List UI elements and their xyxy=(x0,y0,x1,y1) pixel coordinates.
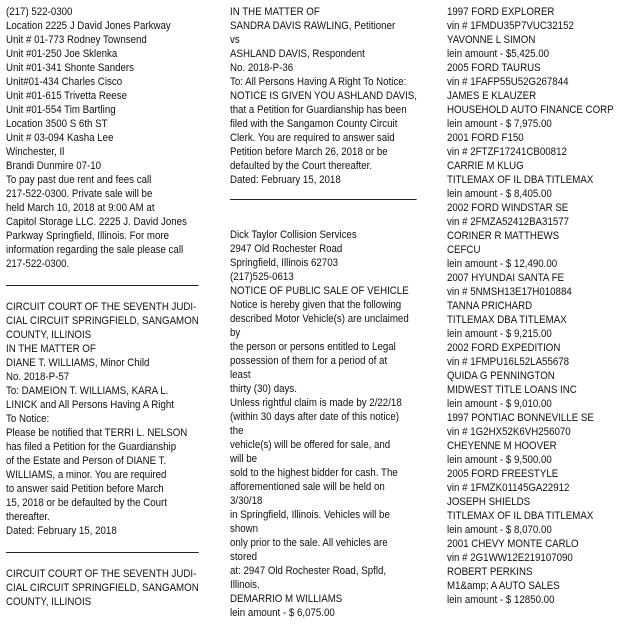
text-line: No. 2018-P-57 xyxy=(6,371,70,383)
text-line: 2947 Old Rochester Road xyxy=(230,243,343,255)
text-line: CIRCUIT COURT OF THE SEVENTH JUDI- xyxy=(6,568,197,580)
text-line: DEMARRIO M WILLIAMS xyxy=(230,593,343,605)
column-3 xyxy=(447,0,615,635)
guardianship-notice-davis xyxy=(230,5,417,187)
text-line: Springfield, Illinois 62703 xyxy=(230,257,339,269)
text-line: sold to the highest bidder for cash. The xyxy=(230,467,398,479)
text-line: LINICK and All Persons Having A Right xyxy=(6,399,174,411)
text-line: possession of them for a period of at xyxy=(230,355,388,367)
text-line: CORINER R MATTHEWS xyxy=(447,230,560,242)
text-line: Clerk. You are required to answer said xyxy=(230,132,395,144)
text-line: To: All Persons Having A Right To Notice: xyxy=(230,76,407,88)
text-line: afforementioned sale will be held on xyxy=(230,481,385,493)
text-line: vin # 1G2HX52K6VH256070 xyxy=(447,426,572,438)
text-line: HOUSEHOLD AUTO FINANCE CORP xyxy=(447,104,615,116)
text-line: No. 2018-P-36 xyxy=(230,62,294,74)
text-line: IN THE MATTER OF xyxy=(230,6,320,18)
text-line: DIANE T. WILLIAMS, Minor Child xyxy=(6,357,150,369)
text-line: 2002 FORD WINDSTAR SE xyxy=(447,202,569,214)
text-line: NOTICE OF PUBLIC SALE OF VEHICLE xyxy=(230,285,409,297)
text-line: vin # 2FMZA52412BA31577 xyxy=(447,216,570,228)
text-line: in Springfield, Illinois. Vehicles will be xyxy=(230,509,390,521)
text-line: Location 2225 J David Jones Parkway xyxy=(6,20,171,32)
text-line: YAVONNE L SIMON xyxy=(447,34,536,46)
text-line: WILLIAMS, a minor. You are required xyxy=(6,469,167,481)
text-line: 2001 FORD F150 xyxy=(447,132,525,144)
text-line: vehicle(s) will be offered for sale, and xyxy=(230,439,391,451)
text-line: Capitol Storage LLC. 2225 J. David Jones xyxy=(6,216,187,228)
text-line: QUIDA G PENNINGTON xyxy=(447,370,556,382)
text-line: TANNA PRICHARD xyxy=(447,300,533,312)
text-line: TITLEMAX DBA TITLEMAX xyxy=(447,314,568,326)
text-line: vin # 2G1WW12E219107090 xyxy=(447,552,574,564)
text-line: vin # 5NMSH13E17H010884 xyxy=(447,286,573,298)
text-line: CIAL CIRCUIT SPRINGFIELD, SANGAMON xyxy=(6,315,199,327)
text-line: shown xyxy=(230,523,259,535)
text-line: has filed a Petition for the Guardianship xyxy=(6,441,177,453)
text-line: that a Petition for Guardianship has been xyxy=(230,104,407,116)
text-line: (217) 522-0300 xyxy=(6,6,73,18)
text-line: lein amount - $ 12850.00 xyxy=(447,594,555,606)
text-line: CHEYENNE M HOOVER xyxy=(447,440,558,452)
text-line: CARRIE M KLUG xyxy=(447,160,525,172)
circuit-court-notice-header xyxy=(6,567,199,609)
text-line: JOSEPH SHIELDS xyxy=(447,496,531,508)
text-line: 1997 PONTIAC BONNEVILLE SE xyxy=(447,412,595,424)
text-line: only prior to the sale. All vehicles are xyxy=(230,537,388,549)
text-line: Unit # 03-094 Kasha Lee xyxy=(6,132,114,144)
text-line: lein amount - $ 9,010.00 xyxy=(447,398,553,410)
text-line: Unit #01-554 Tim Bartling xyxy=(6,104,116,116)
text-line: lein amount - $ 8,070.00 xyxy=(447,524,553,536)
text-line: 217-522-0300. Private sale will be xyxy=(6,188,153,200)
text-line: stored xyxy=(230,551,258,563)
text-line: 2005 FORD TAURUS xyxy=(447,62,542,74)
text-line: the xyxy=(230,425,244,437)
vehicle-sale-notice xyxy=(230,228,417,620)
text-line: 217-522-0300. xyxy=(6,258,70,270)
text-line: lein amount - $ 8,405.00 xyxy=(447,188,553,200)
text-line: thirty (30) days. xyxy=(230,383,297,395)
text-line: IN THE MATTER OF xyxy=(6,343,96,355)
text-line: TITLEMAX OF IL DBA TITLEMAX xyxy=(447,174,594,186)
text-line: Illinois. xyxy=(230,579,260,591)
text-line: Dated: February 15, 2018 xyxy=(6,525,117,537)
text-line: lein amount - $ 9,500.00 xyxy=(447,454,553,466)
text-line: to answer said Petition before March xyxy=(6,483,164,495)
text-line: JAMES E KLAUZER xyxy=(447,90,537,102)
text-line: lein amount - $ 9,215.00 xyxy=(447,328,553,340)
text-line: lein amount - $ 6,075.00 xyxy=(230,607,335,619)
text-line: (217)525-0613 xyxy=(230,271,294,283)
text-line: the person or persons entitled to Legal xyxy=(230,341,396,353)
text-line: 1997 FORD EXPLORER xyxy=(447,6,555,18)
text-line: Petition before March 26, 2018 or be xyxy=(230,146,388,158)
column-1 xyxy=(6,0,199,635)
text-line: To pay past due rent and fees call xyxy=(6,174,152,186)
text-line: To Notice: xyxy=(6,413,50,425)
text-line: least xyxy=(230,369,251,381)
text-line: Location 3500 S 6th ST xyxy=(6,118,108,130)
text-line: Brandi Dunmire 07-10 xyxy=(6,160,102,172)
text-line: lein amount - $ 7,975.00 xyxy=(447,118,553,130)
text-line: 2007 HYUNDAI SANTA FE xyxy=(447,272,565,284)
text-line: M1&amp; A AUTO SALES xyxy=(447,580,561,592)
text-line: NOTICE IS GIVEN YOU ASHLAND DAVIS, xyxy=(230,90,417,102)
text-line: Unless rightful claim is made by 2/22/18 xyxy=(230,397,402,409)
vehicle-lien-list xyxy=(447,5,615,607)
text-line: lein amount - $5,425.00 xyxy=(447,48,550,60)
text-line: CIRCUIT COURT OF THE SEVENTH JUDI- xyxy=(6,301,197,313)
text-line: vin # 2FTZF17241CB00812 xyxy=(447,146,568,158)
text-line: TITLEMAX OF IL DBA TITLEMAX xyxy=(447,510,594,522)
text-line: by xyxy=(230,327,241,339)
text-line: described Motor Vehicle(s) are unclaimed xyxy=(230,313,409,325)
text-line: at: 2947 Old Rochester Road, Spfld, xyxy=(230,565,387,577)
text-line: Winchester, Il xyxy=(6,146,65,158)
text-line: Unit # 01-773 Rodney Townsend xyxy=(6,34,147,46)
text-line: Unit #01-250 Joe Sklenka xyxy=(6,48,118,60)
text-line: SANDRA DAVIS RAWLING, Petitioner xyxy=(230,20,396,32)
text-line: (within 30 days after date of this notice) xyxy=(230,411,400,423)
text-line: 3/30/18 xyxy=(230,495,263,507)
text-line: Unit #01-341 Shonte Sanders xyxy=(6,62,135,74)
text-line: Notice is hereby given that the following xyxy=(230,299,402,311)
storage-sale-notice xyxy=(6,5,199,271)
text-line: 2002 FORD EXPEDITION xyxy=(447,342,561,354)
text-line: ROBERT PERKINS xyxy=(447,566,533,578)
text-line: 2001 CHEVY MONTE CARLO xyxy=(447,538,579,550)
text-line: ASHLAND DAVIS, Respondent xyxy=(230,48,365,60)
text-line: 2005 FORD FREESTYLE xyxy=(447,468,559,480)
text-line: thereafter. xyxy=(6,511,50,523)
text-line: Dated: February 15, 2018 xyxy=(230,174,341,186)
text-line: will be xyxy=(230,453,258,465)
text-line: vin # 1FMZK01145GA22912 xyxy=(447,482,570,494)
guardianship-notice-williams xyxy=(6,300,199,538)
text-line: filed with the Sangamon County Circuit xyxy=(230,118,398,130)
text-line: information regarding the sale please call xyxy=(6,244,184,256)
text-line: CEFCU xyxy=(447,244,481,256)
text-line: CIAL CIRCUIT SPRINGFIELD, SANGAMON xyxy=(6,582,199,594)
text-line: To: DAMEION T. WILLIAMS, KARA L. xyxy=(6,385,169,397)
text-line: of the Estate and Person of DIANE T. xyxy=(6,455,167,467)
text-line: Parkway Springfield, Illinois. For more xyxy=(6,230,170,242)
text-line: defaulted by the Court thereafter. xyxy=(230,160,373,172)
text-line: vs xyxy=(230,34,240,46)
text-line: Please be notified that TERRI L. NELSON xyxy=(6,427,188,439)
text-line: lein amount - $ 12,490.00 xyxy=(447,258,558,270)
text-line: 15, 2018 or be defaulted by the Court xyxy=(6,497,167,509)
text-line: held March 10, 2018 at 9:00 AM at xyxy=(6,202,155,214)
text-line: COUNTY, ILLINOIS xyxy=(6,596,92,608)
text-line: vin # 1FMDU35P7VUC32152 xyxy=(447,20,575,32)
text-line: Unit#01-434 Charles Cisco xyxy=(6,76,123,88)
text-line: Dick Taylor Collision Services xyxy=(230,229,357,241)
text-line: MIDWEST TITLE LOANS INC xyxy=(447,384,578,396)
text-line: COUNTY, ILLINOIS xyxy=(6,329,92,341)
text-line: Unit #01-615 Trivetta Reese xyxy=(6,90,127,102)
column-2 xyxy=(230,0,417,635)
text-line: vin # 1FMPU16L52LA55678 xyxy=(447,356,570,368)
text-line: vin # 1FAFP55U52G267844 xyxy=(447,76,569,88)
